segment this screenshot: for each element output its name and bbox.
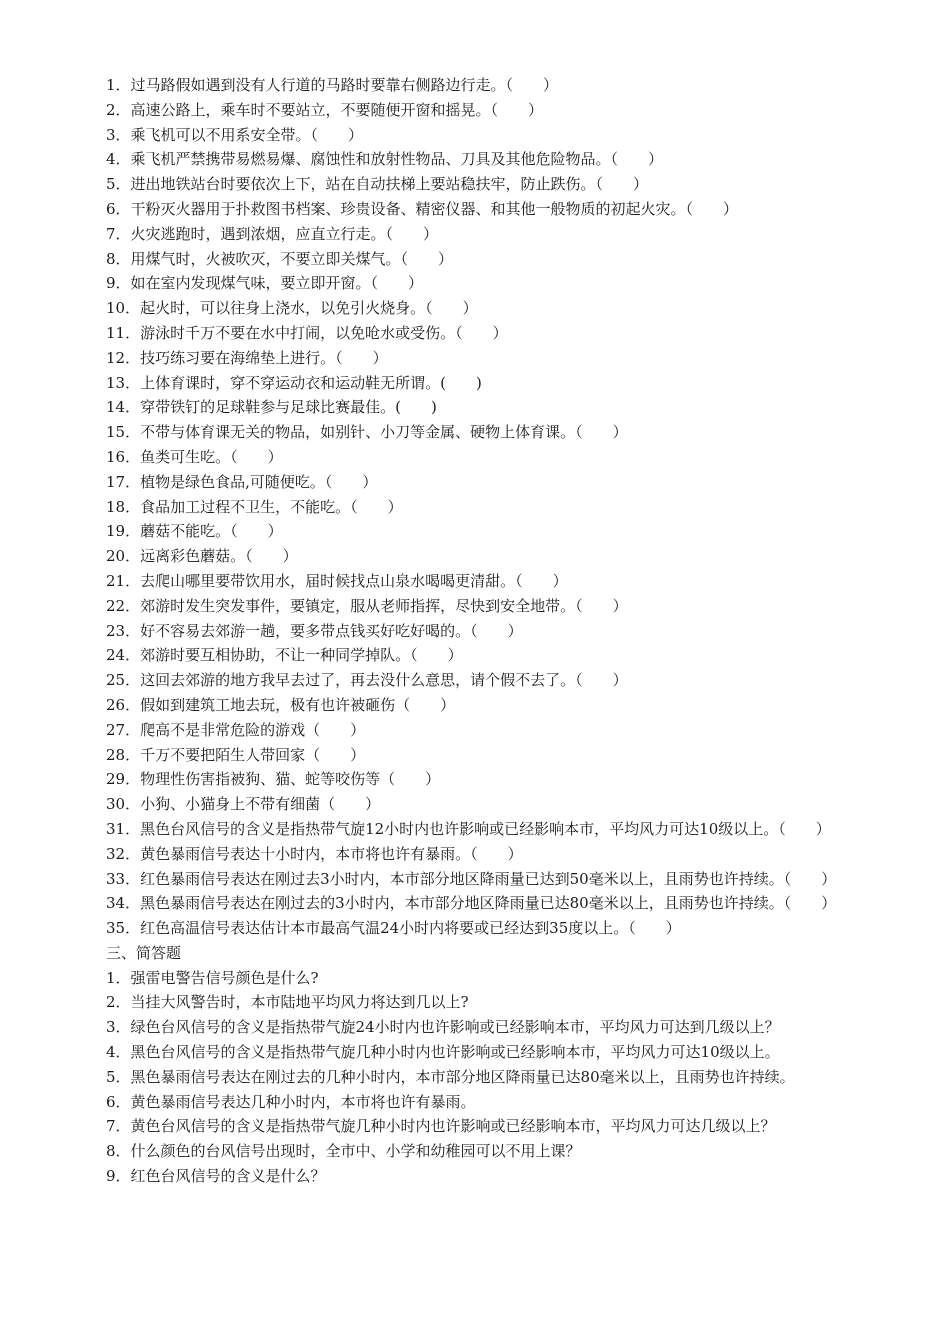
question-text: 好不容易去郊游一趟，要多带点钱买好吃好喝的。（ ） (140, 621, 523, 640)
question-number: 9． (106, 274, 131, 293)
question-text: 技巧练习要在海绵垫上进行。（ ） (140, 348, 388, 367)
question-number: 5． (106, 175, 131, 194)
question-7 (78, 222, 878, 247)
question-number: 24． (106, 646, 141, 665)
question-text: 强雷电警告信号颜色是什么? (130, 968, 319, 987)
question-2 (78, 98, 878, 123)
question-text: 假如到建筑工地去玩，极有也许被砸伤（ ） (140, 695, 456, 714)
question-text: 蘑菇不能吃。（ ） (140, 522, 283, 541)
question-9 (78, 271, 878, 296)
question-text: 黄色暴雨信号表达几种小时内，本市将也许有暴雨。 (130, 1092, 476, 1111)
question-number: 1． (106, 76, 131, 94)
question-text: 当挂大风警告时，本市陆地平均风力将达到几以上? (130, 993, 469, 1012)
question-number: 18． (106, 497, 141, 516)
true-false-list (78, 73, 878, 817)
question-text: 郊游时发生突发事件，要镇定，服从老师指挥，尽快到安全地带。（ ） (140, 596, 628, 615)
question-text: 植物是绿色食品,可随便吃。（ ） (140, 472, 378, 491)
question-text: 进出地铁站台时要依次上下，站在自动扶梯上要站稳扶牢，防止跌伤。（ ） (130, 175, 649, 194)
short-answer-7 (78, 1114, 878, 1139)
question-number: 17． (106, 472, 141, 491)
question-number: 3． (106, 1018, 131, 1037)
question-number: 20． (106, 547, 141, 566)
question-6 (78, 197, 878, 222)
question-number: 10． (106, 299, 141, 318)
question-23 (78, 619, 878, 644)
question-text: 高速公路上，乘车时不要站立，不要随便开窗和摇晃。（ ） (130, 100, 544, 119)
question-text: 郊游时要互相协助，不让一种同学掉队。（ ） (140, 646, 463, 665)
question-text: 上体育课时，穿不穿运动衣和运动鞋无所谓。( ) (140, 373, 482, 392)
question-text: 黑色暴雨信号表达在刚过去的几种小时内，本市部分地区降雨量已达80毫米以上，且雨势也许持续。 (130, 1067, 795, 1086)
question-number: 28． (106, 745, 141, 764)
question-number: 6． (106, 199, 131, 218)
question-35: 35．红色高温信号表达估计本市最高气温24小时内将要或已经达到35度以上。（ ） (106, 919, 681, 938)
question-18 (78, 495, 878, 520)
question-29 (78, 767, 878, 792)
question-number: 7． (106, 224, 131, 243)
document-page (78, 73, 878, 1189)
question-number: 13． (106, 373, 141, 392)
question-text: 乘飞机严禁携带易燃易爆、腐蚀性和放射性物品、刀具及其他危险物品。（ ） (130, 150, 664, 169)
question-19 (78, 519, 878, 544)
question-text: 黑色台风信号的含义是指热带气旋几种小时内也许影响或已经影响本市，平均风力可达10级以上。 (130, 1043, 780, 1062)
question-text: 火灾逃跑时，遇到浓烟，应直立行走。（ ） (130, 224, 439, 243)
question-3 (78, 123, 878, 148)
question-16 (78, 445, 878, 470)
question-text: 远离彩色蘑菇。（ ） (140, 547, 298, 566)
question-number: 8． (106, 249, 131, 268)
question-5 (78, 172, 878, 197)
short-answer-6 (78, 1090, 878, 1115)
question-number: 27． (106, 720, 141, 739)
question-number: 6． (106, 1092, 131, 1111)
question-number: 7． (106, 1117, 131, 1136)
question-13 (78, 371, 878, 396)
short-answer-2 (78, 990, 878, 1015)
question-10 (78, 296, 878, 321)
question-27 (78, 718, 878, 743)
question-25 (78, 668, 878, 693)
question-11 (78, 321, 878, 346)
question-text: 千万不要把陌生人带回家（ ） (140, 745, 366, 764)
question-text: 什么颜色的台风信号出现时，全市中、小学和幼稚园可以不用上课？ (130, 1142, 581, 1161)
question-number: 23． (106, 621, 141, 640)
short-answer-1 (78, 966, 878, 991)
question-text: 鱼类可生吃。（ ） (140, 447, 283, 466)
question-text: 游泳时千万不要在水中打闹，以免呛水或受伤。（ ） (140, 323, 508, 342)
question-24 (78, 643, 878, 668)
question-31: 31．黑色台风信号的含义是指热带气旋12小时内也许影响或已经影响本市，平均风力可达10级以上。（ ） (106, 819, 831, 838)
question-text: 红色台风信号的含义是什么？ (130, 1167, 326, 1186)
question-text: 穿带铁钉的足球鞋参与足球比赛最佳。( ) (140, 398, 437, 417)
question-text: 绿色台风信号的含义是指热带气旋24小时内也许影响或已经影响本市，平均风力可达到几级以上？ (130, 1018, 780, 1037)
question-text: 去爬山哪里要带饮用水，届时候找点山泉水喝喝更清甜。（ ） (140, 571, 568, 590)
question-number: 2． (106, 993, 131, 1012)
question-text: 起火时，可以往身上浇水，以免引火烧身。（ ） (140, 299, 478, 318)
question-number: 15． (106, 423, 141, 442)
question-21 (78, 569, 878, 594)
question-number: 5． (106, 1067, 131, 1086)
question-14 (78, 395, 878, 420)
short-answer-9 (78, 1164, 878, 1189)
question-number: 4． (106, 150, 131, 169)
question-text: 爬高不是非常危险的游戏（ ） (140, 720, 366, 739)
question-4 (78, 147, 878, 172)
short-answer-list (78, 966, 878, 1189)
question-32: 32．黄色暴雨信号表达十小时内，本市将也许有暴雨。（ ） (106, 844, 523, 863)
question-number: 12． (106, 348, 141, 367)
question-20 (78, 544, 878, 569)
question-number: 3． (106, 125, 131, 144)
short-answer-8 (78, 1139, 878, 1164)
question-number: 22． (106, 596, 141, 615)
question-text: 物理性伤害指被狗、猫、蛇等咬伤等（ ） (140, 770, 441, 789)
section-heading: 三、简答题 (106, 943, 182, 962)
question-8 (78, 247, 878, 272)
question-text: 小狗、小猫身上不带有细菌（ ） (140, 795, 381, 814)
question-text: 食品加工过程不卫生，不能吃。（ ） (140, 497, 403, 516)
question-number: 14． (106, 398, 141, 417)
question-22 (78, 594, 878, 619)
question-text: 乘飞机可以不用系安全带。（ ） (130, 125, 364, 144)
question-text: 如在室内发现煤气味，要立即开窗。（ ） (130, 274, 424, 293)
question-number: 21． (106, 571, 141, 590)
question-text: 黄色台风信号的含义是指热带气旋几种小时内也许影响或已经影响本市，平均风力可达几级以上？ (130, 1117, 776, 1136)
question-text: 用煤气时，火被吹灭，不要立即关煤气。（ ） (130, 249, 454, 268)
question-33: 33．红色暴雨信号表达在刚过去3小时内，本市部分地区降雨量已达到50毫米以上，且雨势也许持续。（ ） (106, 869, 837, 888)
question-15 (78, 420, 878, 445)
short-answer-5 (78, 1065, 878, 1090)
question-text: 这回去郊游的地方我早去过了，再去没什么意思，请个假不去了。（ ） (140, 671, 628, 690)
question-number: 19． (106, 522, 141, 541)
question-number: 2． (106, 100, 131, 119)
question-number: 30． (106, 795, 141, 814)
short-answer-4 (78, 1040, 878, 1065)
question-text: 过马路假如遇到没有人行道的马路时要靠右侧路边行走。（ ） (130, 76, 559, 94)
question-number: 16． (106, 447, 141, 466)
question-number: 11． (106, 323, 141, 342)
question-17 (78, 470, 878, 495)
question-number: 4． (106, 1043, 131, 1062)
question-number: 29． (106, 770, 141, 789)
question-28 (78, 743, 878, 768)
question-text: 干粉灭火器用于扑救图书档案、珍贵设备、精密仪器、和其他一般物质的初起火灾。（ ） (130, 199, 739, 218)
question-number: 25． (106, 671, 141, 690)
question-34: 34．黑色暴雨信号表达在刚过去的3小时内，本市部分地区降雨量已达80毫米以上，且雨势也许持续。（ ） (106, 894, 837, 913)
question-number: 8． (106, 1142, 131, 1161)
question-26 (78, 693, 878, 718)
question-text: 不带与体育课无关的物品，如别针、小刀等金属、硬物上体育课。（ ） (140, 423, 628, 442)
short-answer-3 (78, 1015, 878, 1040)
question-12 (78, 346, 878, 371)
question-1 (78, 73, 878, 98)
question-number: 26． (106, 695, 141, 714)
question-30 (78, 792, 878, 817)
question-number: 1． (106, 968, 131, 987)
question-number: 9． (106, 1167, 131, 1186)
